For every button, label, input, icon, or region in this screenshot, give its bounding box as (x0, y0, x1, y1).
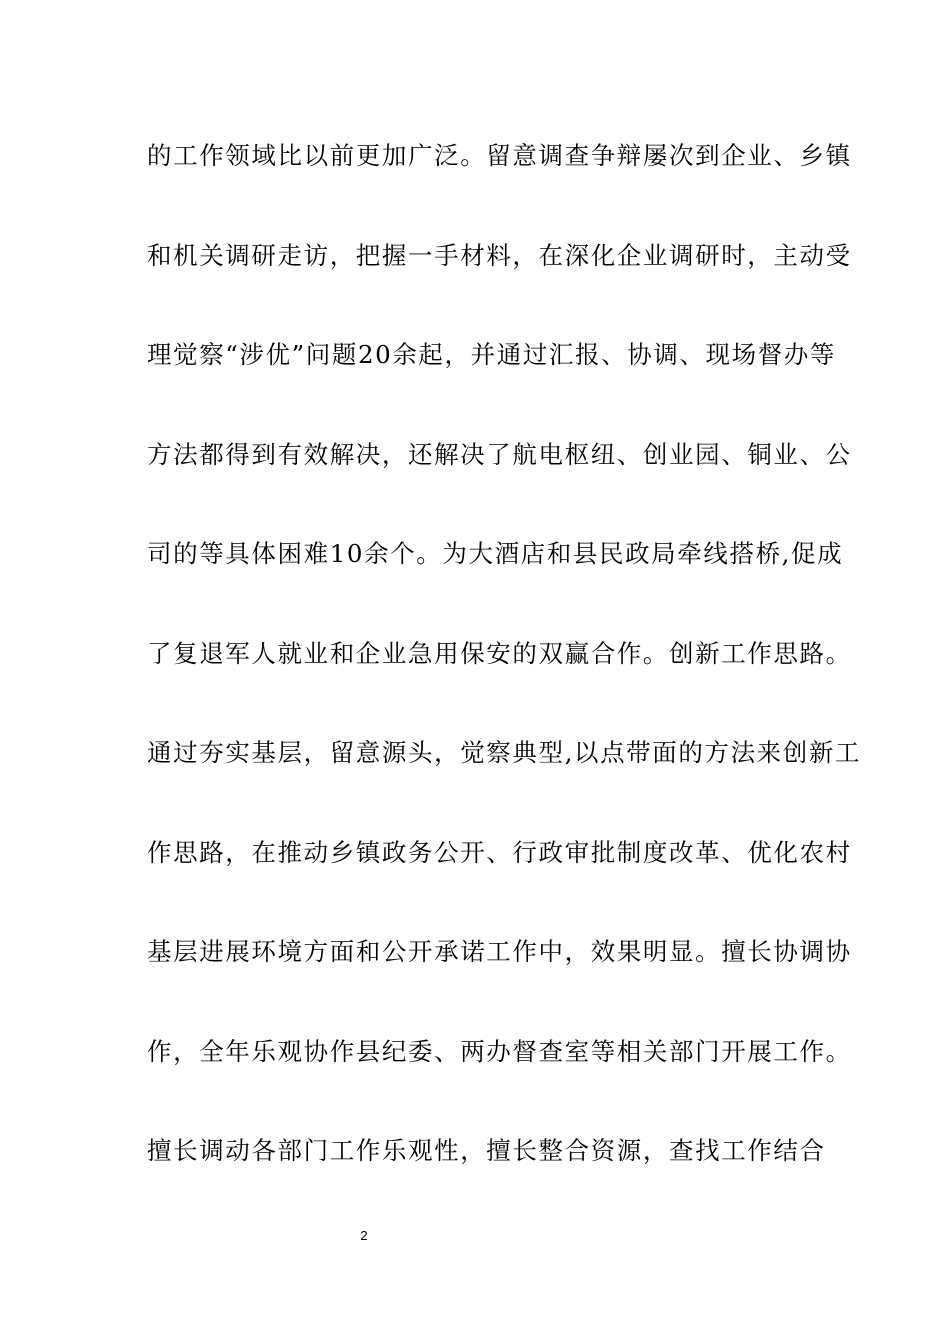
text-line: 了复退军人就业和企业急用保安的双赢合作。创新工作思路。 (147, 638, 852, 668)
text-line: 通过夯实基层，留意源头，觉察典型,以点带面的方法来创新工 (147, 738, 862, 767)
body-text (147, 132, 862, 1227)
text-line: 作思路，在推动乡镇政务公开、行政审批制度改革、优化农村 (147, 837, 852, 867)
text-line: 的工作领域比以前更加广泛。留意调查争辩屡次到企业、乡镇 (147, 141, 852, 170)
text-line: 理觉察“涉优”问题20余起，并通过汇报、协调、现场督办等 (147, 340, 837, 369)
text-line: 和机关调研走访，把握一手材料，在深化企业调研时，主动受 (147, 240, 852, 270)
text-line: 基层进展环境方面和公开承诺工作中，效果明显。擅长协调协 (147, 937, 852, 966)
text-line: 方法都得到有效解决，还解决了航电枢纽、创业园、铜业、公 (147, 439, 852, 469)
text-line: 司的等具体困难10余个。为大酒店和县民政局牵线搭桥,促成 (147, 539, 844, 568)
page-number: 2 (360, 1228, 368, 1243)
text-line: 作，全年乐观协作县纪委、两办督查室等相关部门开展工作。 (147, 1036, 852, 1066)
text-line: 擅长调动各部门工作乐观性，擅长整合资源，查找工作结合 (147, 1136, 826, 1165)
